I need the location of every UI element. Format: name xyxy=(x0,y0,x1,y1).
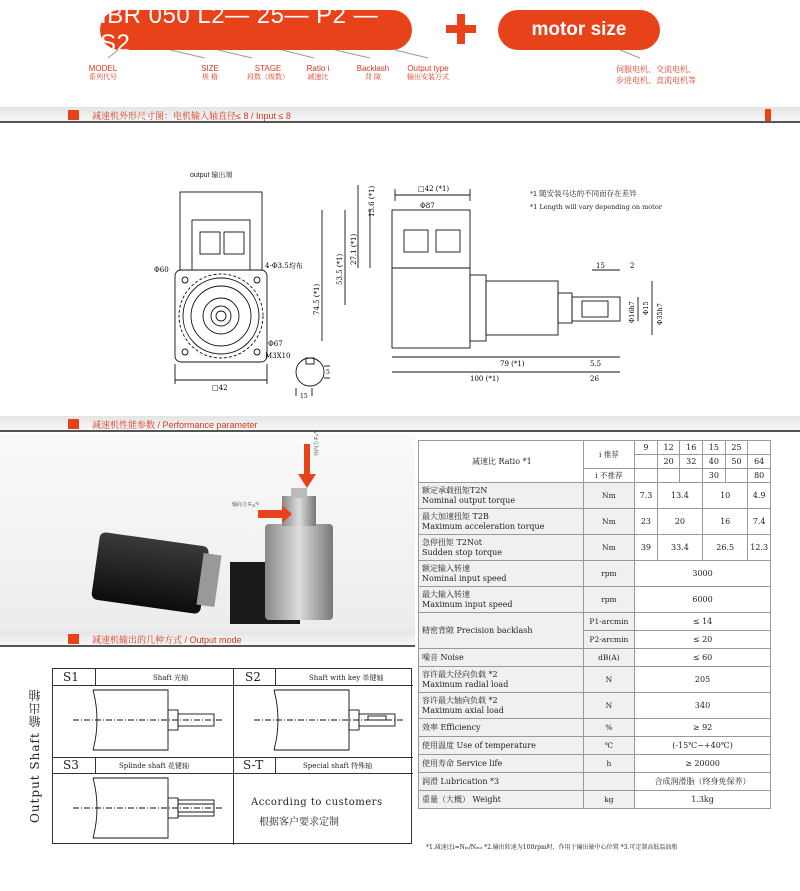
gearbox-output xyxy=(486,281,558,335)
dim-d16: Φ16h7 xyxy=(628,301,636,323)
label-motor-types: 伺服电机、交流电机、 步进电机、直流电机等 xyxy=(616,65,696,85)
output-shaft-side-label: Output Shaft 输出轴 xyxy=(28,688,42,824)
backlash-label: 精密背隙 Precision backlash xyxy=(419,613,584,649)
table-row: 润滑 Lubrication *3 合成润滑脂（终身免保养） xyxy=(419,773,771,791)
dim-len55: 5.5 xyxy=(590,360,602,368)
mode-s1-code: S1 xyxy=(63,670,79,684)
label-output-type: Output type 输出安装方式 xyxy=(407,64,449,81)
section-marker-icon xyxy=(68,634,79,644)
section-title-dimensions: 减速机外形尺寸图：电机输入轴直径≤ 8 / Input ≤ 8 xyxy=(92,111,291,121)
flange-square xyxy=(175,270,267,362)
custom-text-en: According to customers xyxy=(251,797,383,808)
dim-key15: 15 xyxy=(300,393,308,400)
performance-table xyxy=(418,440,771,809)
dim-h136: 13.6 (*1) xyxy=(368,185,376,217)
dim-key5: 5 xyxy=(326,369,330,376)
label-size: SIZE 规 格 xyxy=(201,64,219,81)
i-not-recommended: i 不推荐 xyxy=(583,469,634,483)
model-code: IBR 050 L2— 25— P2 — S2 xyxy=(100,2,379,57)
table-row: 容许最大径向负载 *2 Maximum radial load N 205 xyxy=(419,667,771,693)
product-photo xyxy=(0,430,415,634)
performance-footnote: *1.减速比i=Nᵢₙ/Nₒᵤₜ *2.输出转速为100rpm时，作用于输出轴中心位置 *3.可定制高低温油脂 xyxy=(426,844,678,851)
dim-d87: Φ87 xyxy=(420,202,435,210)
table-row: 减速比 Ratio *1 i 推荐 9 12 16 15 25 xyxy=(419,441,771,455)
dim-holes: 4-Φ3.5均布 xyxy=(265,262,303,270)
side-view-drawing xyxy=(300,175,670,390)
table-row: 额定输入转速 Nominal input speed rpm 3000 xyxy=(419,561,771,587)
shaft-s3-drawing xyxy=(53,774,233,845)
table-row: i 不推荐 30 80 xyxy=(419,469,771,483)
dim-len100: 100 (*1) xyxy=(470,375,500,383)
mode-s1-caption: Shaft 光轴 xyxy=(153,674,189,682)
table-row: 使用温度 Use of temperature ℃ (-15℃~+40℃) xyxy=(419,737,771,755)
dim-len26: 26 xyxy=(590,375,599,383)
mode-st-caption: Special shaft 特殊轴 xyxy=(303,762,373,770)
connector-model xyxy=(108,50,118,58)
dim-d67: Φ67 xyxy=(268,340,283,348)
radial-force-label: 径向力 F₂ₗ*² xyxy=(314,430,320,456)
shaft-s1-drawing xyxy=(53,686,233,757)
dim-len2: 2 xyxy=(630,262,635,270)
section-marker-icon xyxy=(68,419,79,429)
dim-m3x10: M3X10 xyxy=(265,352,291,360)
table-row: 20 32 40 50 64 xyxy=(419,455,771,469)
table-row: 额定承载扭矩T2N Nominal output torque Nm 7.3 13.4 10 4.9 xyxy=(419,483,771,509)
dim-len79: 79 (*1) xyxy=(500,360,525,368)
table-row: 急停扭矩 T2Not Sudden stop torque Nm 39 33.4 26.5 12.3 xyxy=(419,535,771,561)
dim-len15: 15 xyxy=(596,262,605,270)
table-row: 最大加速扭矩 T2B Maximum acceleration torque Nm 23 20 16 7.4 xyxy=(419,509,771,535)
note-1-en: *1 Length will vary depending on motor xyxy=(530,203,662,211)
dim-d15: Φ15 xyxy=(642,301,650,315)
label-model: MODEL 系列代号 xyxy=(88,64,118,81)
shaft-s2-drawing xyxy=(234,686,413,757)
front-view-drawing xyxy=(140,180,303,405)
section-bar-output-mode xyxy=(0,631,415,647)
table-row: 使用寿命 Service life h ≥ 20000 xyxy=(419,755,771,773)
section-marker-icon xyxy=(68,110,79,120)
axial-force-label: 轴向力 F₂ₐ*² xyxy=(232,502,259,508)
ratio-label: 减速比 Ratio *1 xyxy=(419,441,584,483)
label-ratio: Ratio i 减速比 xyxy=(306,64,330,81)
mode-s2-caption: Shaft with key 单键轴 xyxy=(309,674,384,682)
dim-sq42-front: □42 xyxy=(212,384,228,392)
header-connectors xyxy=(0,0,800,70)
mode-s2-code: S2 xyxy=(245,670,261,684)
dim-h535: 53.5 (*1) xyxy=(336,253,344,285)
note-1-cn: *1 随安装马达的不同而存在差异 xyxy=(530,189,637,198)
dim-h271: 27.1 (*1) xyxy=(350,233,358,265)
section-end-marker-icon xyxy=(765,109,771,121)
table-row: P2-arcmin ≤ 20 xyxy=(419,631,771,649)
section-title-output-mode: 减速机输出的几种方式 / Output mode xyxy=(92,635,242,645)
dim-d60: Φ60 xyxy=(154,266,169,274)
mode-s3-code: S3 xyxy=(63,758,79,772)
dim-d35: Φ35h7 xyxy=(656,303,664,325)
gearbox-image xyxy=(230,488,333,624)
mode-s3-caption: Splinde shaft 花键轴 xyxy=(119,762,190,770)
table-row: 噪音 Noise dB(A) ≤ 60 xyxy=(419,649,771,667)
label-stage: STAGE 段数（级数） xyxy=(247,64,289,81)
table-row: 精密背隙 Precision backlash P1-arcmin ≤ 14 xyxy=(419,613,771,631)
output-label: output 输出端 xyxy=(190,172,233,179)
section-bar-performance xyxy=(0,416,800,432)
table-row: 最大输入转速 Maximum input speed rpm 6000 xyxy=(419,587,771,613)
motor-size-label: motor size xyxy=(531,19,627,40)
table-row: 容许最大轴向负载 *2 Maximum axial load N 340 xyxy=(419,693,771,719)
gearbox-body xyxy=(392,268,470,348)
table-row: 效率 Efficiency % ≥ 92 xyxy=(419,719,771,737)
dim-sq42-side: □42 (*1) xyxy=(418,185,450,193)
servo-motor-image xyxy=(91,532,222,615)
label-backlash: Backlash 背 隙 xyxy=(356,64,390,81)
custom-text-cn: 根据客户要求定制 xyxy=(259,817,339,828)
table-row: 重量（大概） Weight kg 1.3kg xyxy=(419,791,771,809)
mode-st-code: S-T xyxy=(243,758,264,772)
section-title-performance: 减速机性能参数 / Performance parameter xyxy=(92,420,258,430)
output-mode-table xyxy=(52,668,412,844)
section-bar-dimensions xyxy=(0,107,800,123)
i-recommended: i 推荐 xyxy=(583,441,634,469)
dim-h745: 74.5 (*1) xyxy=(313,283,321,315)
